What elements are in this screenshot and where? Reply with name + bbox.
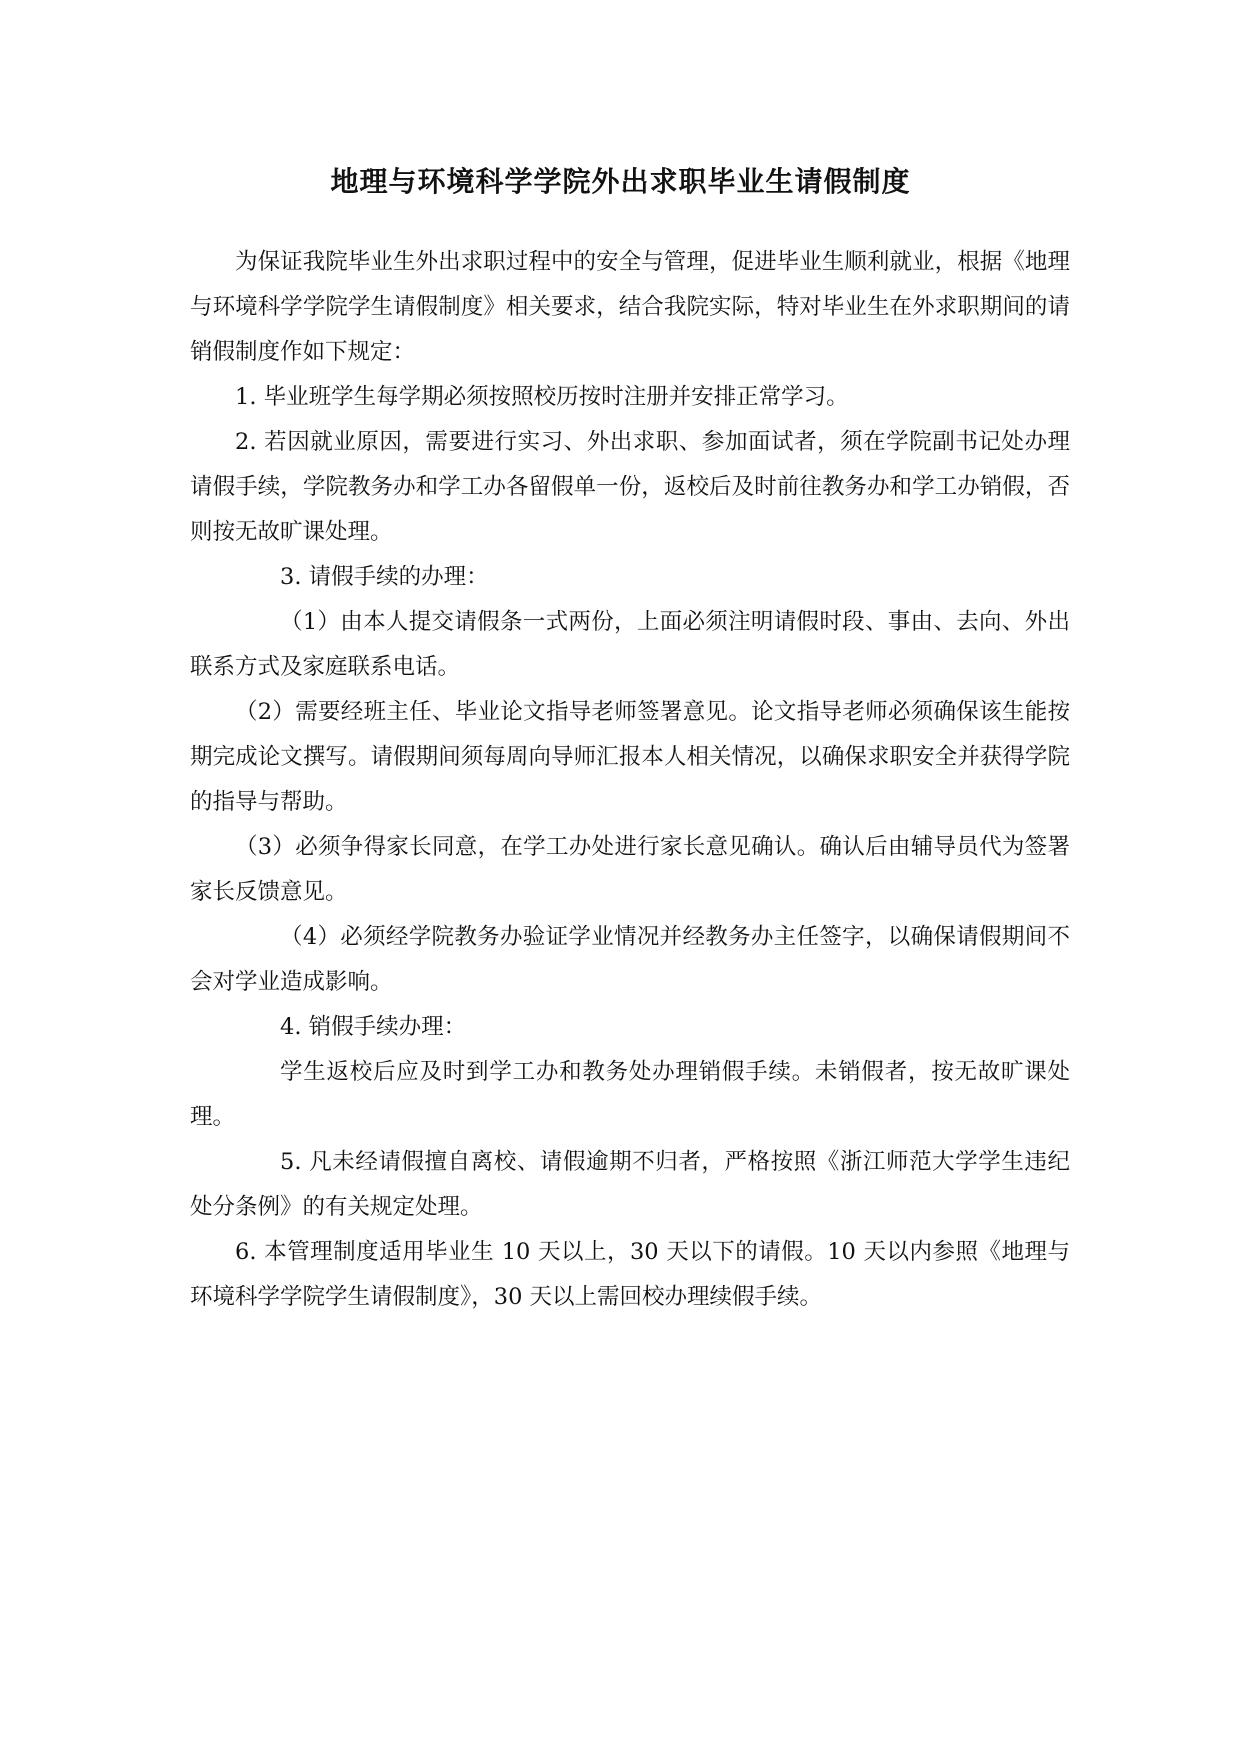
rule-4-heading: 4. 销假手续办理：	[280, 1014, 467, 1040]
document-body	[190, 240, 1070, 1320]
rule-3-item-3: （3）必须争得家长同意，在学工办处进行家长意见确认。确认后由辅导员代为签署家长反馈意见。	[190, 834, 1070, 905]
rule-3-item-4: （4）必须经学院教务办验证学业情况并经教务办主任签字，以确保请假期间不会对学业造成影响。	[190, 924, 1070, 995]
rule-3-heading: 3. 请假手续的办理：	[280, 564, 489, 590]
rule-3-item-2: （2）需要经班主任、毕业论文指导老师签署意见。论文指导老师必须确保该生能按期完成论文撰写。请假期间须每周向导师汇报本人相关情况，以确保求职安全并获得学院的指导与帮助。	[190, 699, 1070, 815]
rule-1-paragraph: 1. 毕业班学生每学期必须按照校历按时注册并安排正常学习。	[235, 384, 849, 410]
rule-5-paragraph: 5. 凡未经请假擅自离校、请假逾期不归者，严格按照《浙江师范大学学生违纪处分条例》的有关规定处理。	[190, 1149, 1070, 1220]
rule-2-paragraph: 2. 若因就业原因，需要进行实习、外出求职、参加面试者，须在学院副书记处办理请假手续，学院教务办和学工办各留假单一份，返校后及时前往教务办和学工办销假，否则按无故旷课处理。	[190, 429, 1070, 545]
rule-4-text: 学生返校后应及时到学工办和教务处办理销假手续。未销假者，按无故旷课处理。	[190, 1059, 1070, 1130]
rule-3-item-1: （1）由本人提交请假条一式两份，上面必须注明请假时段、事由、去向、外出联系方式及家庭联系电话。	[190, 609, 1070, 680]
document-title: 地理与环境科学学院外出求职毕业生请假制度	[330, 165, 911, 198]
rule-6-paragraph: 6. 本管理制度适用毕业生 10 天以上，30 天以下的请假。10 天以内参照《地理与环境科学学院学生请假制度》，30 天以上需回校办理续假手续。	[190, 1239, 1070, 1310]
intro-paragraph: 为保证我院毕业生外出求职过程中的安全与管理，促进毕业生顺利就业，根据《地理与环境科学学院学生请假制度》相关要求，结合我院实际，特对毕业生在外求职期间的请销假制度作如下规定：	[190, 249, 1070, 365]
